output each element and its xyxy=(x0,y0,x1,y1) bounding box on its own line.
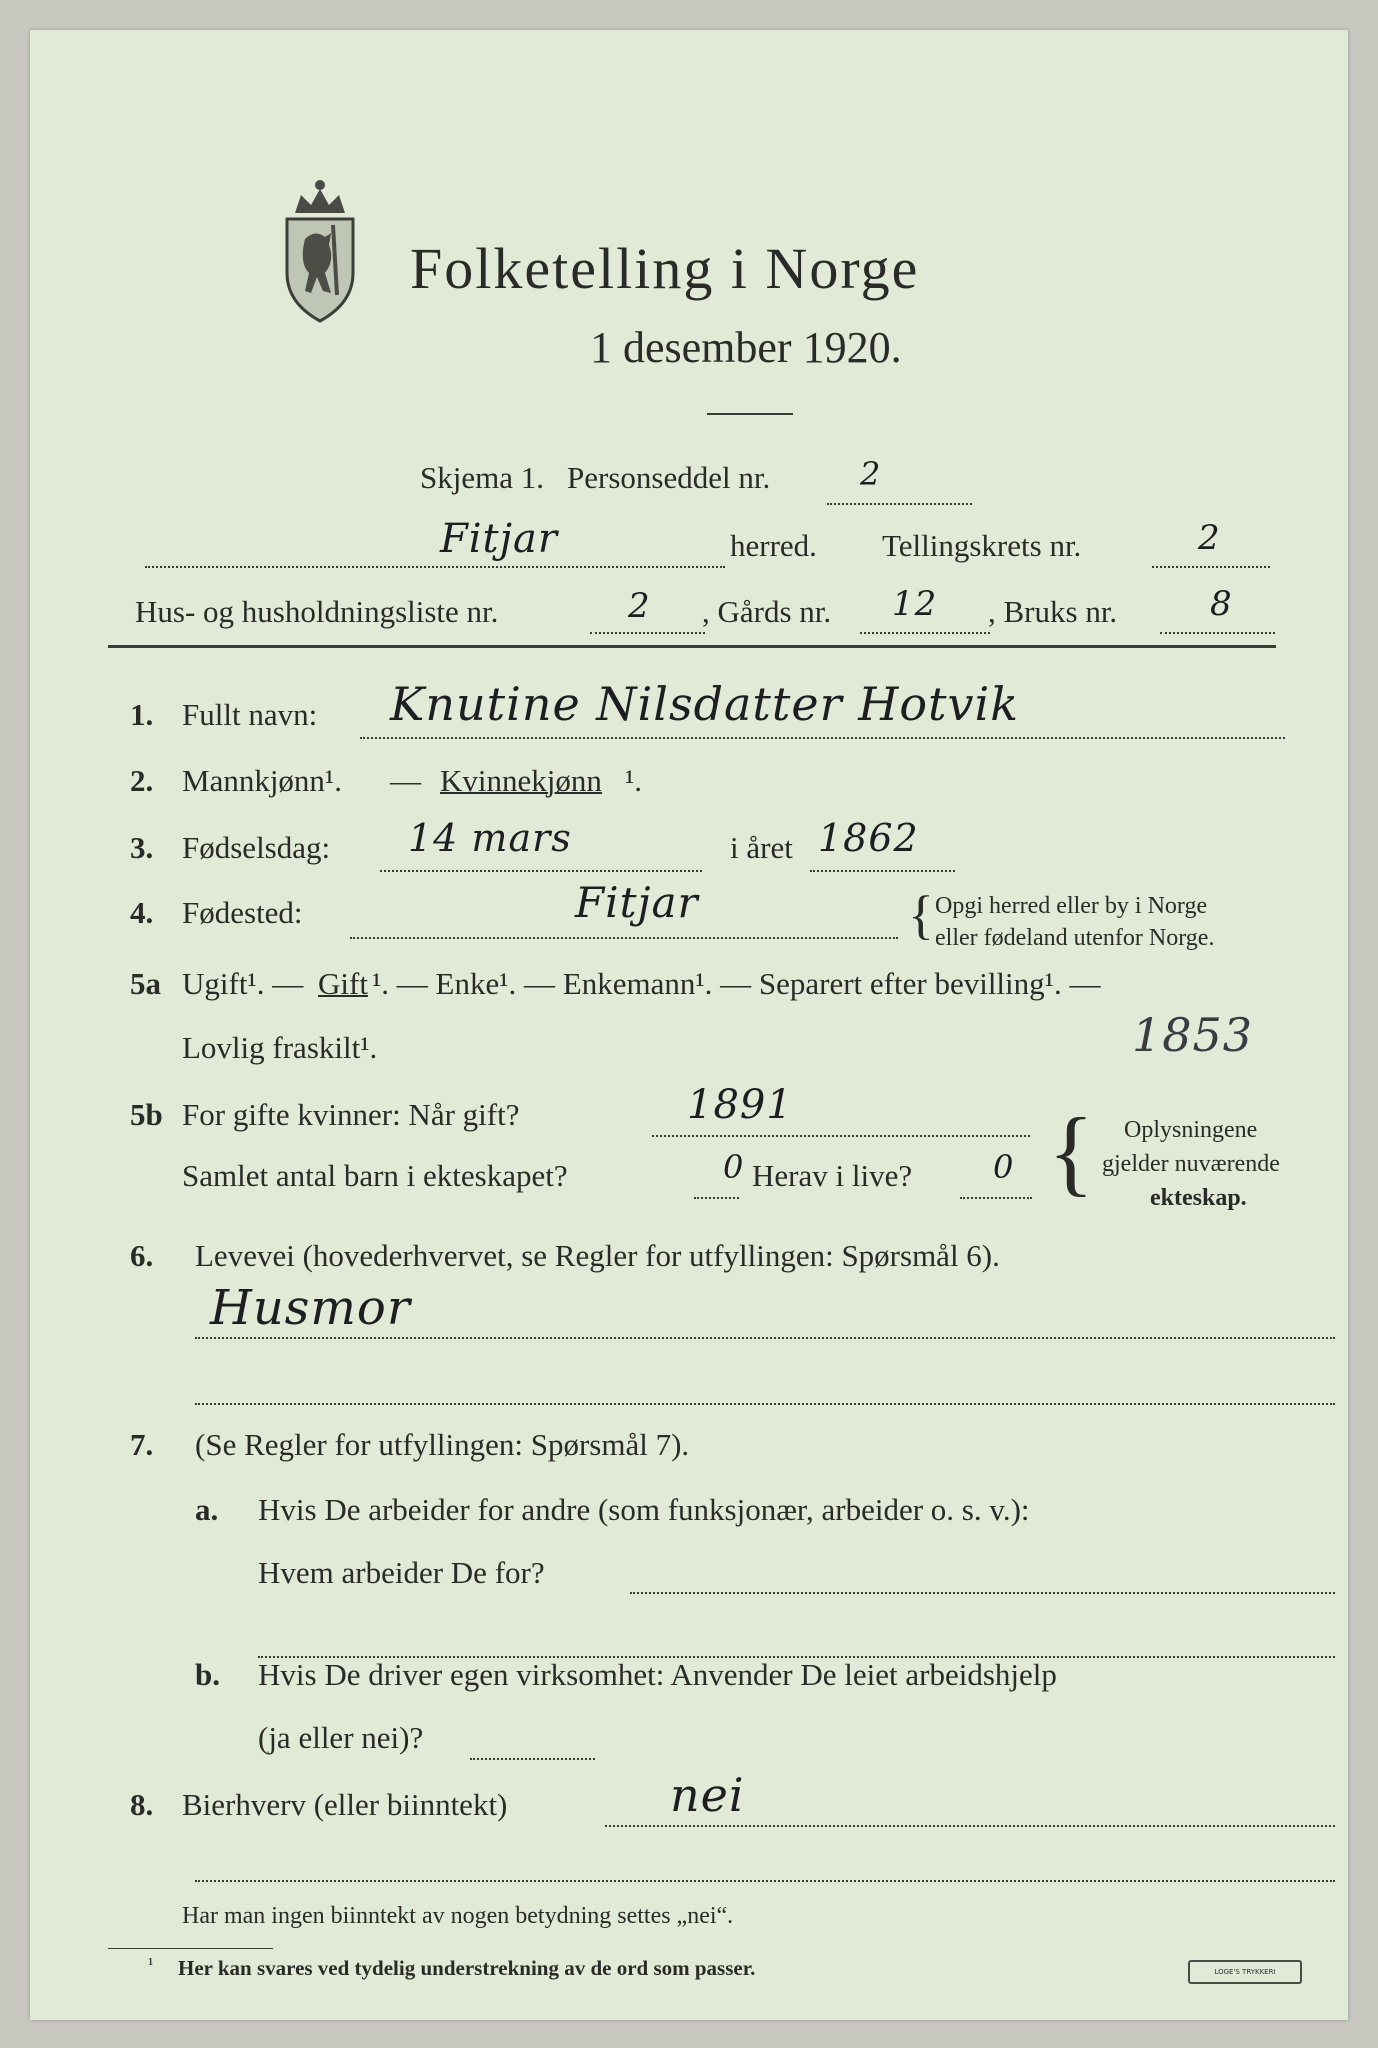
form-title: Folketelling i Norge xyxy=(410,236,920,301)
marriage-year-value[interactable]: 1891 xyxy=(687,1082,793,1128)
occupation-value[interactable]: Husmor xyxy=(210,1280,411,1336)
tellingskrets-value[interactable]: 2 xyxy=(1198,518,1221,558)
q5b-label: For gifte kvinner: Når gift? xyxy=(182,1097,520,1132)
q8-number: 8. xyxy=(130,1787,154,1822)
gards-label: , Gårds nr. xyxy=(702,594,832,629)
bruks-label: , Bruks nr. xyxy=(988,594,1118,629)
birthplace-value[interactable]: Fitjar xyxy=(575,878,699,927)
personseddel-label: Personseddel nr. xyxy=(567,460,771,495)
side-income-extra-line xyxy=(195,1880,1335,1882)
husliste-value[interactable]: 2 xyxy=(628,586,651,626)
q4-note-line2: eller fødeland utenfor Norge. xyxy=(935,925,1215,951)
option-gift[interactable]: Gift xyxy=(318,966,368,1001)
q7-label: (Se Regler for utfyllingen: Spørsmål 7). xyxy=(195,1427,690,1462)
full-name-value[interactable]: Knutine Nilsdatter Hotvik xyxy=(390,677,1020,731)
hired-help-field[interactable] xyxy=(470,1758,595,1760)
header-divider xyxy=(108,645,1276,648)
herred-value[interactable]: Fitjar xyxy=(440,516,558,562)
children-value[interactable]: 0 xyxy=(723,1148,745,1186)
employer-field[interactable] xyxy=(630,1592,1335,1594)
q8-label: Bierhverv (eller biinntekt) xyxy=(182,1787,508,1822)
footnote-mark: ¹ xyxy=(148,1954,154,1974)
option-kvinnekjonn[interactable]: Kvinnekjønn xyxy=(440,763,602,798)
husliste-label: Hus- og husholdningsliste nr. xyxy=(135,594,499,629)
footnote-text: Her kan svares ved tydelig understrekning av de ord som passer. xyxy=(178,1956,756,1980)
alive-label: Herav i live? xyxy=(752,1158,913,1193)
q7a-label: Hvis De arbeider for andre (som funksjonær, arbeider o. s. v.): xyxy=(258,1492,1030,1527)
q7b-label: Hvis De driver egen virksomhet: Anvender De leiet arbeidshjelp xyxy=(258,1657,1057,1692)
personseddel-value[interactable]: 2 xyxy=(860,455,882,493)
q5a-number: 5a xyxy=(130,966,161,1001)
margin-note: 1853 xyxy=(1132,1008,1254,1062)
q7a-line2: Hvem arbeider De for? xyxy=(258,1555,545,1590)
herred-label: herred. xyxy=(730,528,817,563)
q5a-other-options[interactable]: ¹. — Enke¹. — Enkemann¹. — Separert efter bevilling¹. — xyxy=(372,966,1101,1001)
title-divider xyxy=(707,413,793,415)
q6-number: 6. xyxy=(130,1238,154,1273)
q1-label: Fullt navn: xyxy=(182,697,318,732)
q7b-number: b. xyxy=(195,1657,220,1692)
kvinnekjonn-footnote-mark: ¹. xyxy=(625,763,643,798)
option-ugift[interactable]: Ugift¹. — xyxy=(182,966,304,1001)
q3-number: 3. xyxy=(130,830,154,865)
alive-value[interactable]: 0 xyxy=(993,1148,1015,1186)
birth-year-label: i året xyxy=(730,830,793,865)
q4-brace: { xyxy=(908,885,934,945)
footnote-divider xyxy=(108,1948,273,1949)
q5b-note-line1: Oplysningene xyxy=(1124,1117,1258,1143)
q2-dash: — xyxy=(390,763,421,798)
footer-note: Har man ingen biinntekt av nogen betydning settes „nei“. xyxy=(182,1903,734,1929)
occupation-extra-line xyxy=(195,1403,1335,1405)
census-date: 1 desember 1920. xyxy=(590,323,902,372)
q2-number: 2. xyxy=(130,763,154,798)
q5b-brace: { xyxy=(1048,1098,1095,1205)
option-lovlig-fraskilt[interactable]: Lovlig fraskilt¹. xyxy=(182,1030,378,1065)
q7a-number: a. xyxy=(195,1492,219,1527)
q4-label: Fødested: xyxy=(182,895,303,930)
q5b-number: 5b xyxy=(130,1097,163,1132)
coat-of-arms-icon xyxy=(265,175,375,325)
schema-label: Skjema 1. xyxy=(420,460,544,495)
census-form xyxy=(30,30,1348,2020)
side-income-value[interactable]: nei xyxy=(670,1768,745,1822)
q7b-line2: (ja eller nei)? xyxy=(258,1720,424,1755)
q1-number: 1. xyxy=(130,697,154,732)
bruks-value[interactable]: 8 xyxy=(1210,584,1233,624)
birth-date-value[interactable]: 14 mars xyxy=(408,816,572,860)
q5b-note-line3: ekteskap. xyxy=(1150,1185,1247,1211)
q3-label: Fødselsdag: xyxy=(182,830,331,865)
printer-stamp: LOGE'S TRYKKERI xyxy=(1188,1960,1302,1984)
birth-year-value[interactable]: 1862 xyxy=(818,816,919,860)
gards-value[interactable]: 12 xyxy=(892,584,938,624)
option-mannkjonn[interactable]: Mannkjønn¹. xyxy=(182,763,342,798)
q5b-note-line2: gjelder nuværende xyxy=(1102,1151,1280,1177)
q4-number: 4. xyxy=(130,895,154,930)
children-label: Samlet antal barn i ekteskapet? xyxy=(182,1158,568,1193)
tellingskrets-label: Tellingskrets nr. xyxy=(882,528,1082,563)
q4-note-line1: Opgi herred eller by i Norge xyxy=(935,893,1208,919)
q6-label: Levevei (hovederhvervet, se Regler for utfyllingen: Spørsmål 6). xyxy=(195,1238,1000,1273)
q7-number: 7. xyxy=(130,1427,154,1462)
